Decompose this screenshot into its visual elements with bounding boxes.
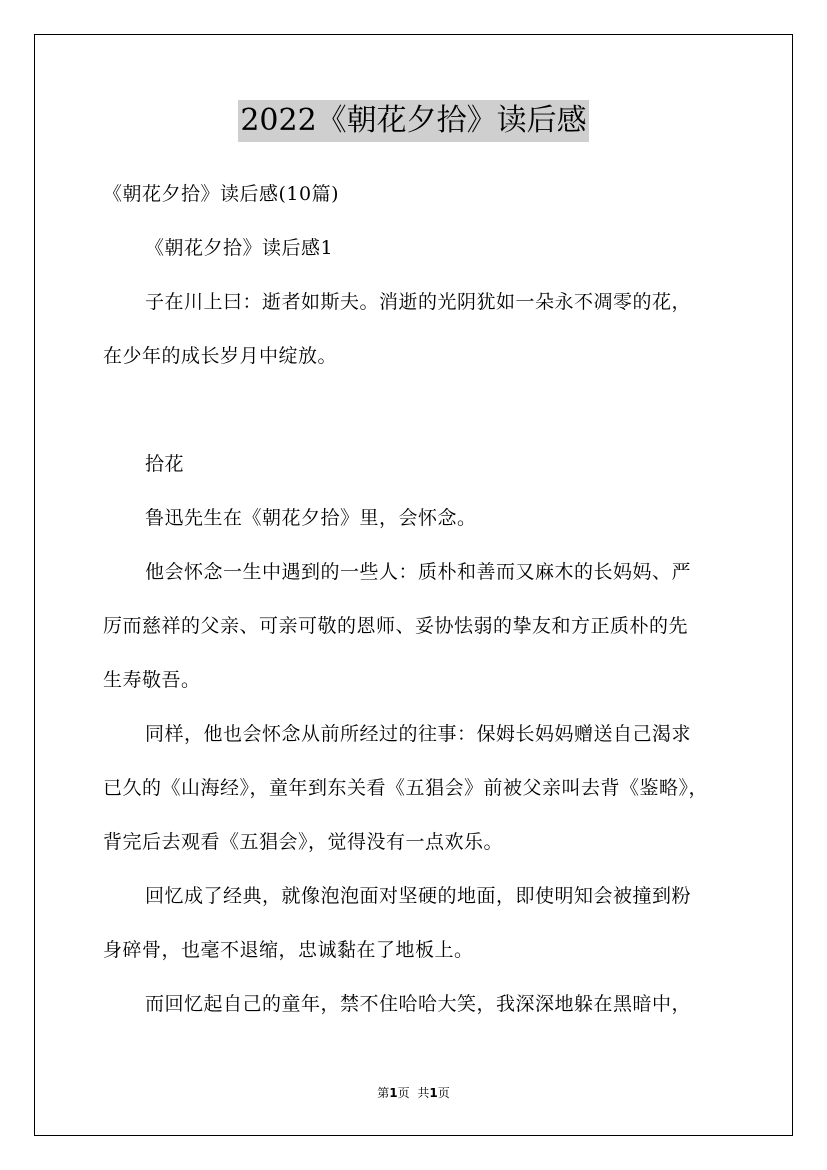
total-pages: 1	[429, 1086, 438, 1100]
paragraph-line: 厉而慈祥的父亲、可亲可敬的恩师、妥协怯弱的挚友和方正质朴的先	[103, 615, 689, 637]
paragraph-line: 生寿敬吾。	[103, 669, 201, 691]
paragraph-line: 在少年的成长岁月中绽放。	[103, 345, 338, 367]
page-footer	[0, 1085, 827, 1101]
paragraph-line: 子在川上曰：逝者如斯夫。消逝的光阴犹如一朵永不凋零的花，	[145, 291, 692, 313]
paragraph-line: 同样，他也会怀念从前所经过的往事：保姆长妈妈赠送自己渴求	[145, 723, 692, 745]
paragraph-line: 回忆成了经典，就像泡泡面对坚硬的地面，即使明知会被撞到粉	[145, 885, 692, 907]
paragraph-line: 身碎骨，也毫不退缩，忠诚黏在了地板上。	[103, 939, 474, 961]
total-suffix: 页	[437, 1086, 450, 1100]
paragraph-line: 背完后去观看《五猖会》，觉得没有一点欢乐。	[103, 831, 504, 853]
paragraph-line: 而回忆起自己的童年，禁不住哈哈大笑，我深深地躲在黑暗中，	[145, 993, 692, 1015]
page-number: 1	[389, 1086, 398, 1100]
page-prefix: 第	[377, 1086, 390, 1100]
paragraph-line: 鲁迅先生在《朝花夕拾》里，会怀念。	[145, 507, 477, 529]
section-heading: 《朝花夕拾》读后感1	[145, 237, 334, 259]
paragraph-heading: 拾花	[145, 453, 185, 475]
total-prefix: 共	[417, 1086, 430, 1100]
document-title: 2022《朝花夕拾》读后感	[238, 100, 588, 142]
paragraph-line: 他会怀念一生中遇到的一些人：质朴和善而又麻木的长妈妈、严	[145, 561, 692, 583]
page-suffix: 页	[397, 1086, 410, 1100]
paragraph-line: 已久的《山海经》，童年到东关看《五猖会》前被父亲叫去背《鉴略》，	[103, 777, 709, 799]
document-subtitle: 《朝花夕拾》读后感(10篇)	[103, 183, 340, 205]
title-container	[0, 100, 827, 142]
